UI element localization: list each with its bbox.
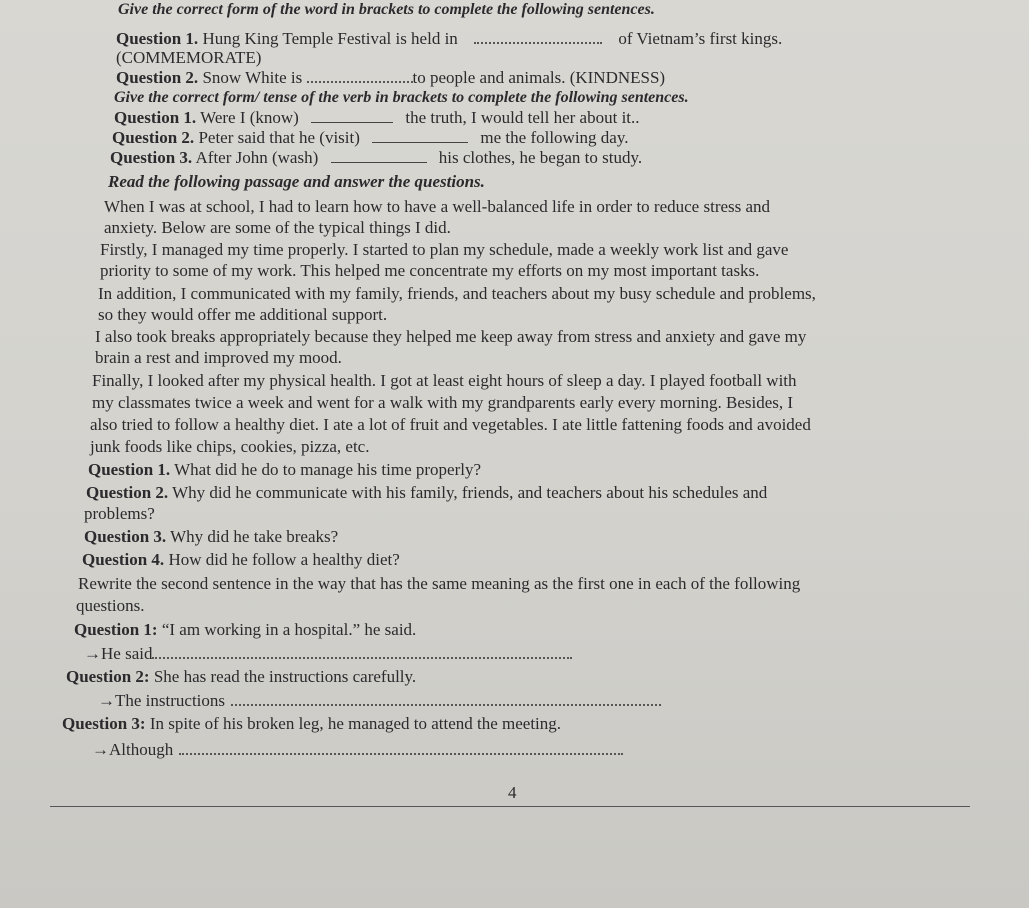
question-label: Question 1: (74, 620, 158, 639)
question-text: In spite of his broken leg, he managed to attend the meeting. (149, 714, 562, 733)
passage-line: priority to some of my work. This helped me concentrate my efforts on my most important tasks. (100, 261, 760, 280)
passage-line: brain a rest and improved my mood. (95, 348, 342, 367)
answer-blank[interactable] (372, 128, 468, 143)
passage-line: also tried to follow a healthy diet. I ate a lot of fruit and vegetables. I ate little fattening foods and avoided (90, 415, 811, 434)
question-text: Why did he communicate with his family, friends, and teachers about his schedules and (172, 483, 768, 502)
section-2-instruction: Give the correct form/ tense of the verb in brackets to complete the following sentences. (114, 89, 689, 106)
passage-line: I also took breaks appropriately because they helped me keep away from stress and anxiety and gave my (95, 327, 807, 346)
sec3-question-2-cont: problems? (84, 504, 155, 523)
question-label: Question 2. (112, 128, 195, 147)
sec4-question-1 (74, 620, 416, 640)
question-label: Question 3. (84, 527, 167, 546)
sec4-answer-1 (84, 643, 572, 664)
question-label: Question 2: (66, 667, 150, 686)
passage-line: When I was at school, I had to learn how to have a well-balanced life in order to reduce stress and (104, 197, 771, 216)
question-text: What did he do to manage his time properly? (174, 460, 481, 479)
sec1-question-2 (116, 67, 665, 88)
sec2-question-3 (110, 148, 642, 168)
section-3-instruction: Read the following passage and answer the questions. (108, 172, 485, 191)
question-label: Question 1. (88, 460, 171, 479)
question-tail: of Vietnam’s first kings. (618, 29, 783, 48)
answer-line[interactable] (179, 739, 623, 755)
question-text: Were I (know) (200, 108, 299, 127)
sec4-question-3 (62, 714, 561, 734)
question-tail: the truth, I would tell her about it.. (405, 108, 640, 127)
question-text: How did he follow a healthy diet? (168, 550, 400, 569)
arrow-prompt: →Although (92, 740, 174, 759)
passage-line: my classmates twice a week and went for a walk with my grandparents early every morning. Besides, I (92, 393, 794, 412)
question-label: Question 3. (110, 148, 193, 167)
question-text: Hung King Temple Festival is held in (202, 29, 458, 48)
answer-line[interactable] (152, 643, 572, 659)
sec3-question-4 (82, 550, 400, 570)
question-label: Question 2. (116, 68, 199, 87)
answer-blank[interactable] (307, 67, 413, 83)
sec1-question-1-word: (COMMEMORATE) (116, 48, 262, 67)
answer-blank[interactable] (474, 28, 602, 44)
answer-blank[interactable] (331, 148, 427, 163)
sec2-question-1 (114, 108, 640, 128)
passage-line: In addition, I communicated with my family, friends, and teachers about my busy schedule and problems, (98, 284, 816, 303)
sec3-question-2 (86, 483, 767, 503)
footer-divider (50, 806, 970, 807)
answer-blank[interactable] (311, 108, 393, 123)
passage-line: so they would offer me additional support. (98, 305, 388, 324)
question-text: Peter said that he (visit) (198, 128, 360, 147)
question-text: Snow White is (202, 68, 303, 87)
arrow-prompt: →The instructions (98, 691, 226, 710)
question-tail: to people and animals. (KINDNESS) (412, 68, 666, 87)
question-tail: his clothes, he began to study. (438, 148, 643, 167)
question-label: Question 2. (86, 483, 169, 502)
question-label: Question 1. (116, 29, 199, 48)
question-text: Why did he take breaks? (170, 527, 339, 546)
passage-line: junk foods like chips, cookies, pizza, etc. (90, 437, 370, 456)
question-text: She has read the instructions carefully. (153, 667, 417, 686)
question-text: “I am working in a hospital.” he said. (161, 620, 417, 639)
question-tail: me the following day. (480, 128, 629, 147)
question-label: Question 4. (82, 550, 165, 569)
section-4-instruction: Rewrite the second sentence in the way that has the same meaning as the first one in each of the following (78, 574, 801, 593)
sec1-question-1 (116, 28, 782, 49)
passage-line: Firstly, I managed my time properly. I started to plan my schedule, made a weekly work list and gave (100, 240, 789, 259)
sec3-question-3 (84, 527, 338, 547)
question-label: Question 1. (114, 108, 197, 127)
sec4-question-2 (66, 667, 416, 687)
sec2-question-2 (112, 128, 629, 148)
passage-line: anxiety. Below are some of the typical things I did. (104, 218, 451, 237)
question-text: After John (wash) (195, 148, 319, 167)
section-1-instruction: Give the correct form of the word in brackets to complete the following sentences. (118, 1, 655, 18)
sec3-question-1 (88, 460, 481, 480)
passage-line: Finally, I looked after my physical health. I got at least eight hours of sleep a day. I played football with (92, 371, 797, 390)
arrow-prompt: →He said (84, 644, 153, 663)
answer-line[interactable] (231, 690, 661, 706)
page-number: 4 (508, 783, 517, 802)
section-4-instruction-cont: questions. (76, 596, 145, 615)
question-label: Question 3: (62, 714, 146, 733)
sec4-answer-3 (92, 739, 623, 760)
sec4-answer-2 (98, 690, 661, 711)
